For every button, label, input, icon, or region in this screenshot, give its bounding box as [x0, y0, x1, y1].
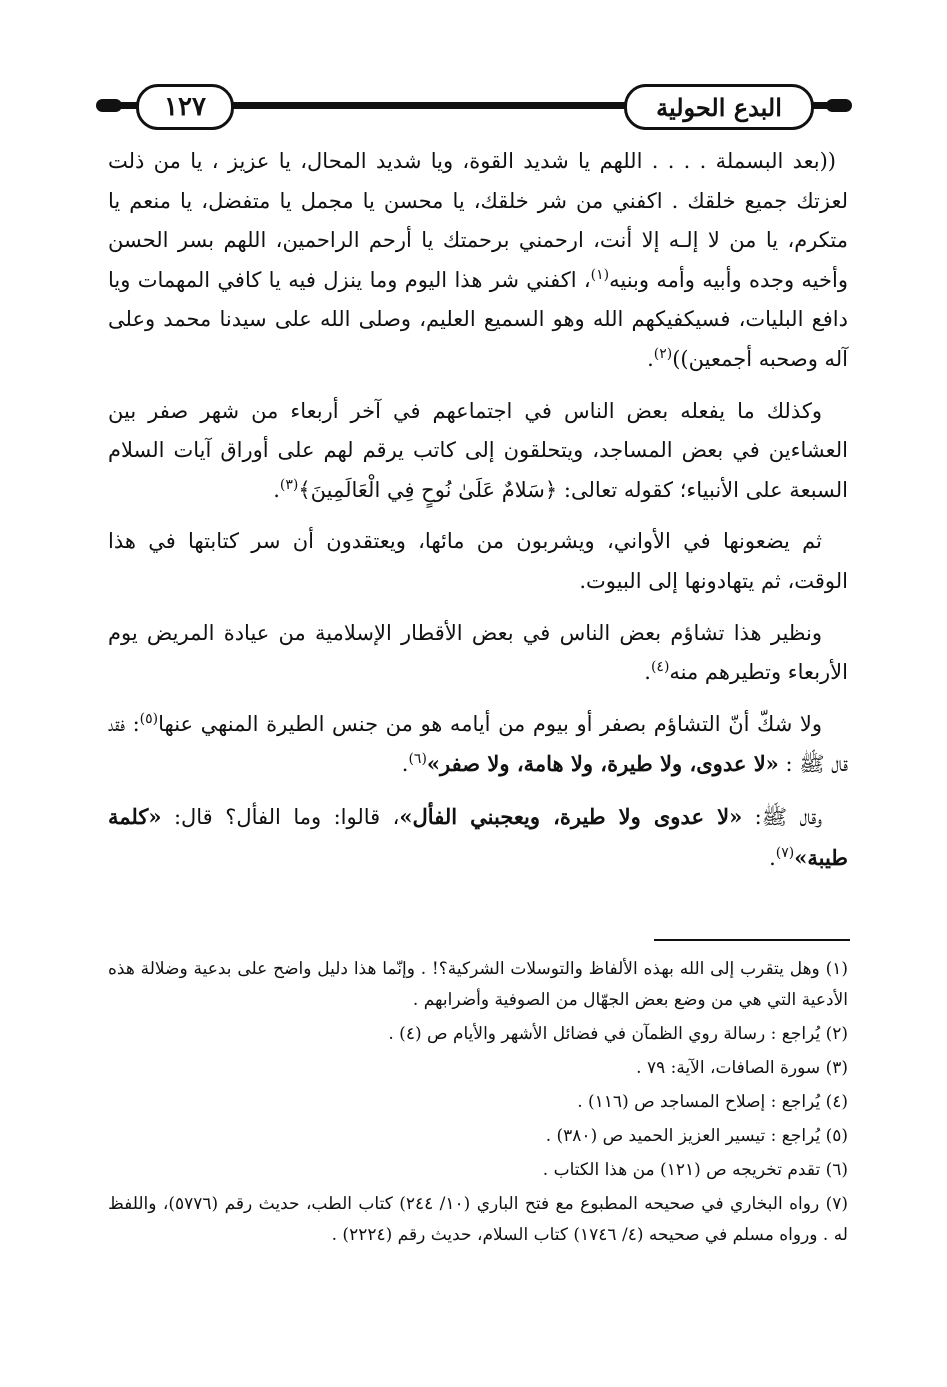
header-rule-cap-left: [96, 99, 122, 112]
footnote-separator: [654, 939, 850, 941]
punctuation: .: [401, 752, 409, 777]
hadith-quote: «كلمة طيبة»: [108, 803, 848, 870]
punctuation: .: [273, 477, 280, 502]
hadith-quote: «لا عدوى، ولا طيرة، ولا هامة، ولا صفر»: [426, 751, 779, 777]
footnotes: [108, 954, 848, 1254]
paragraph-text: وكذلك ما يفعله بعض الناس في اجتماعهم في آخر أربعاء من شهر صفر بين العشاءين في بعض المساجد، ويتحلقون إلى كاتب يرقم لهم على أوراق آيات السلام السبعة على الأنبياء؛ كقوله تعالى:: [108, 398, 848, 502]
paragraph-pessimism: [108, 705, 848, 785]
paragraph-text: ونظير هذا تشاؤم بعض الناس في بعض الأقطار الإسلامية من عيادة المريض يوم الأربعاء وتطيرهم منه: [108, 620, 848, 685]
footnote-2: (٢) يُراجع : رسالة روي الظمآن في فضائل الأشهر والأيام ص (٤) .: [388, 1024, 848, 1044]
paragraph-text: ثم يضعونها في الأواني، ويشربون من مائها، ويعتقدون أن سر كتابتها في هذا الوقت، ثم يتهادونها إلى البيوت.: [108, 529, 848, 593]
footnote-4: (٤) يُراجع : إصلاح المساجد ص (١١٦) .: [577, 1092, 848, 1112]
paragraph-good-omen: [108, 797, 848, 878]
quran-verse: ﴿سَلامٌ عَلَىٰ نُوحٍ فِي الْعَالَمِينَ﴾: [298, 477, 558, 502]
punctuation: .: [769, 845, 776, 870]
paragraph-text: ، قالوا: وما الفأل؟ قال:: [161, 804, 400, 829]
hadith-quote: «لا عدوى ولا طيرة، ويعجبني الفأل»: [399, 803, 743, 829]
main-text: [108, 142, 848, 890]
header-rule-cap-right: [826, 99, 852, 112]
paragraph-wednesday-omen: [108, 614, 848, 693]
paragraph-text: ((بعد البسملة . . . . اللهم يا شديد القوة، ويا شديد المحال، يا عزيز ، يا من ذلت لعزتك جميع خلقك . اكفني من شر خلقك، يا محسن يا مجمل يا متفضل، يا منعم يا متكرم، يا من لا إلـه إلا أنت، ارحمني برحمتك يا أرحم الراحمين، اللهم بسر الحسن وأخيه وجده وأبيه وأمه وبنيه: [108, 149, 848, 292]
running-title: البدع الحولية: [624, 84, 814, 130]
footnote-ref-6: (٦): [408, 751, 427, 768]
footnote-ref-4: (٤): [650, 659, 670, 676]
punctuation: .: [644, 660, 651, 685]
footnote-5: (٥) يُراجع : تيسير العزيز الحميد ص (٣٨٠) .: [545, 1126, 848, 1146]
page-header: [96, 78, 852, 134]
footnote-ref-5: (٥): [139, 710, 159, 727]
footnote-ref-7: (٧): [775, 844, 795, 861]
punctuation: .: [647, 346, 654, 371]
page-number: ١٢٧: [136, 84, 234, 130]
paragraph-supplication: [108, 142, 848, 380]
footnote-ref-2: (٢): [653, 345, 673, 362]
footnote-3: (٣) سورة الصافات، الآية: ٧٩ .: [636, 1058, 848, 1078]
paragraph-vessels: [108, 522, 848, 601]
footnote-1: (١) وهل يتقرب إلى الله بهذه الألفاظ والتوسلات الشركية؟! . وإنّما هذا دليل واضح على بدعية وضلالة هذه الأدعية التي هي من وضع بعض الجهّال من الصوفية وأضرابهم .: [108, 959, 848, 1010]
paragraph-text: ، اكفني شر هذا اليوم وما ينزل فيه يا كافي المهمات ويا دافع البليات، فسيكفيكهم الله وهو السميع العليم، وصلى الله على سيدنا محمد وعلى آله وصحبه أجمعين)): [108, 267, 848, 371]
footnote-ref-1: (١): [590, 266, 610, 283]
footnote-ref-3: (٣): [279, 476, 299, 493]
paragraph-text: : فقد قال ﷺ :: [108, 711, 848, 777]
paragraph-text: ولا شكّ أنّ التشاؤم بصفر أو بيوم من أيامه هو من جنس الطيرة المنهي عنها: [158, 711, 822, 736]
paragraph-text: وقال ﷺ:: [742, 804, 822, 829]
footnote-6: (٦) تقدم تخريجه ص (١٢١) من هذا الكتاب .: [542, 1160, 848, 1180]
footnote-7: (٧) رواه البخاري في صحيحه المطبوع مع فتح الباري (١٠/ ٢٤٤) كتاب الطب، حديث رقم (٥٧٧٦)، واللفظ له . ورواه مسلم في صحيحه (٤/ ١٧٤٦) كتاب السلام، حديث رقم (٢٢٢٤) .: [108, 1194, 848, 1245]
paragraph-safar-gathering: [108, 392, 848, 511]
